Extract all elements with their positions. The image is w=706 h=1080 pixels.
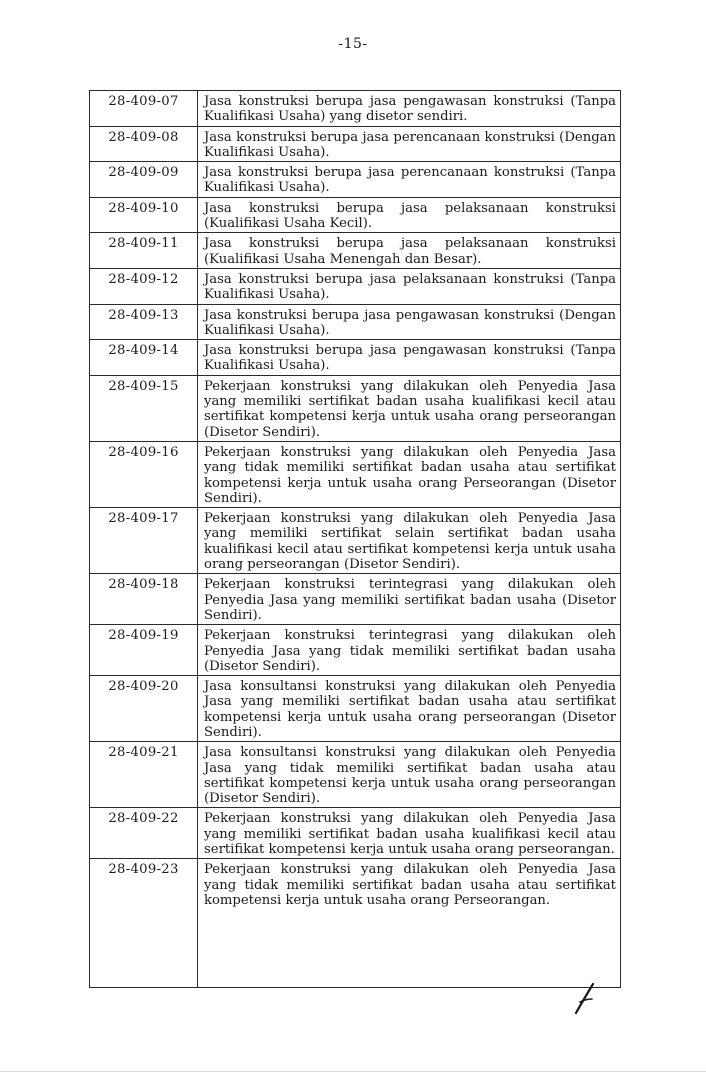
initial-signature-icon (572, 982, 598, 1016)
table-row (90, 441, 621, 507)
row-code: 28-409-23 (90, 859, 198, 988)
table-row (90, 340, 621, 376)
table-row (90, 375, 621, 441)
row-code: 28-409-13 (90, 304, 198, 340)
page-number: -15- (338, 36, 368, 52)
row-description: Pekerjaan konstruksi terintegrasi yang dilakukan oleh Penyedia Jasa yang memiliki sertifikat badan usaha (Disetor Sendiri). (198, 574, 621, 625)
table-row (90, 233, 621, 269)
row-description: Jasa konstruksi berupa jasa perencanaan konstruksi (Tanpa Kualifikasi Usaha). (198, 162, 621, 198)
row-description: Jasa konstruksi berupa jasa pengawasan konstruksi (Tanpa Kualifikasi Usaha) yang disetor sendiri. (198, 91, 621, 127)
row-code: 28-409-14 (90, 340, 198, 376)
table-row (90, 625, 621, 676)
table-row (90, 91, 621, 127)
table-row (90, 268, 621, 304)
row-description: Jasa konstruksi berupa jasa pengawasan konstruksi (Tanpa Kualifikasi Usaha). (198, 340, 621, 376)
row-description: Jasa konsultansi konstruksi yang dilakukan oleh Penyedia Jasa yang tidak memiliki sertifikat badan usaha atau sertifikat kompetensi kerja untuk usaha orang perseorangan (Disetor Sendiri). (198, 742, 621, 808)
row-description: Pekerjaan konstruksi yang dilakukan oleh Penyedia Jasa yang memiliki sertifikat badan usaha kualifikasi kecil atau sertifikat kompetensi kerja untuk usaha orang perseorangan. (198, 808, 621, 859)
row-description: Jasa konstruksi berupa jasa pelaksanaan konstruksi (Tanpa Kualifikasi Usaha). (198, 268, 621, 304)
row-code: 28-409-21 (90, 742, 198, 808)
table-row (90, 859, 621, 988)
row-description: Pekerjaan konstruksi yang dilakukan oleh Penyedia Jasa yang memiliki sertifikat selain sertifikat badan usaha kualifikasi kecil atau sertifikat kompetensi kerja untuk usaha orang perseorangan (Disetor Sendiri). (198, 508, 621, 574)
tax-code-table (89, 90, 621, 988)
row-description: Jasa konstruksi berupa jasa pelaksanaan konstruksi (Kualifikasi Usaha Kecil). (198, 197, 621, 233)
row-code: 28-409-18 (90, 574, 198, 625)
table-row (90, 162, 621, 198)
row-code: 28-409-09 (90, 162, 198, 198)
table-row (90, 808, 621, 859)
row-code: 28-409-19 (90, 625, 198, 676)
row-description: Jasa konsultansi konstruksi yang dilakukan oleh Penyedia Jasa yang memiliki sertifikat badan usaha atau sertifikat kompetensi kerja untuk usaha orang perseorangan (Disetor Sendiri). (198, 676, 621, 742)
row-code: 28-409-07 (90, 91, 198, 127)
row-description: Pekerjaan konstruksi yang dilakukan oleh Penyedia Jasa yang tidak memiliki sertifikat badan usaha atau sertifikat kompetensi kerja untuk usaha orang Perseorangan. (198, 859, 621, 988)
row-description: Jasa konstruksi berupa jasa pelaksanaan konstruksi (Kualifikasi Usaha Menengah dan Besar). (198, 233, 621, 269)
row-code: 28-409-11 (90, 233, 198, 269)
row-code: 28-409-10 (90, 197, 198, 233)
row-code: 28-409-17 (90, 508, 198, 574)
table-row (90, 508, 621, 574)
table-row (90, 574, 621, 625)
row-description: Jasa konstruksi berupa jasa perencanaan konstruksi (Dengan Kualifikasi Usaha). (198, 126, 621, 162)
table-row (90, 742, 621, 808)
row-code: 28-409-16 (90, 441, 198, 507)
table-row (90, 676, 621, 742)
row-description: Pekerjaan konstruksi yang dilakukan oleh Penyedia Jasa yang memiliki sertifikat badan usaha kualifikasi kecil atau sertifikat kompetensi kerja untuk usaha orang perseorangan (Disetor Sendiri). (198, 375, 621, 441)
row-code: 28-409-22 (90, 808, 198, 859)
row-description: Jasa konstruksi berupa jasa pengawasan konstruksi (Dengan Kualifikasi Usaha). (198, 304, 621, 340)
table-row (90, 126, 621, 162)
table-row (90, 304, 621, 340)
row-description: Pekerjaan konstruksi terintegrasi yang dilakukan oleh Penyedia Jasa yang tidak memiliki sertifikat badan usaha (Disetor Sendiri). (198, 625, 621, 676)
row-code: 28-409-15 (90, 375, 198, 441)
row-code: 28-409-12 (90, 268, 198, 304)
row-description: Pekerjaan konstruksi yang dilakukan oleh Penyedia Jasa yang tidak memiliki sertifikat badan usaha atau sertifikat kompetensi kerja untuk usaha orang Perseorangan (Disetor Sendiri). (198, 441, 621, 507)
row-code: 28-409-20 (90, 676, 198, 742)
table-row (90, 197, 621, 233)
row-code: 28-409-08 (90, 126, 198, 162)
scan-edge-line (0, 1071, 706, 1072)
